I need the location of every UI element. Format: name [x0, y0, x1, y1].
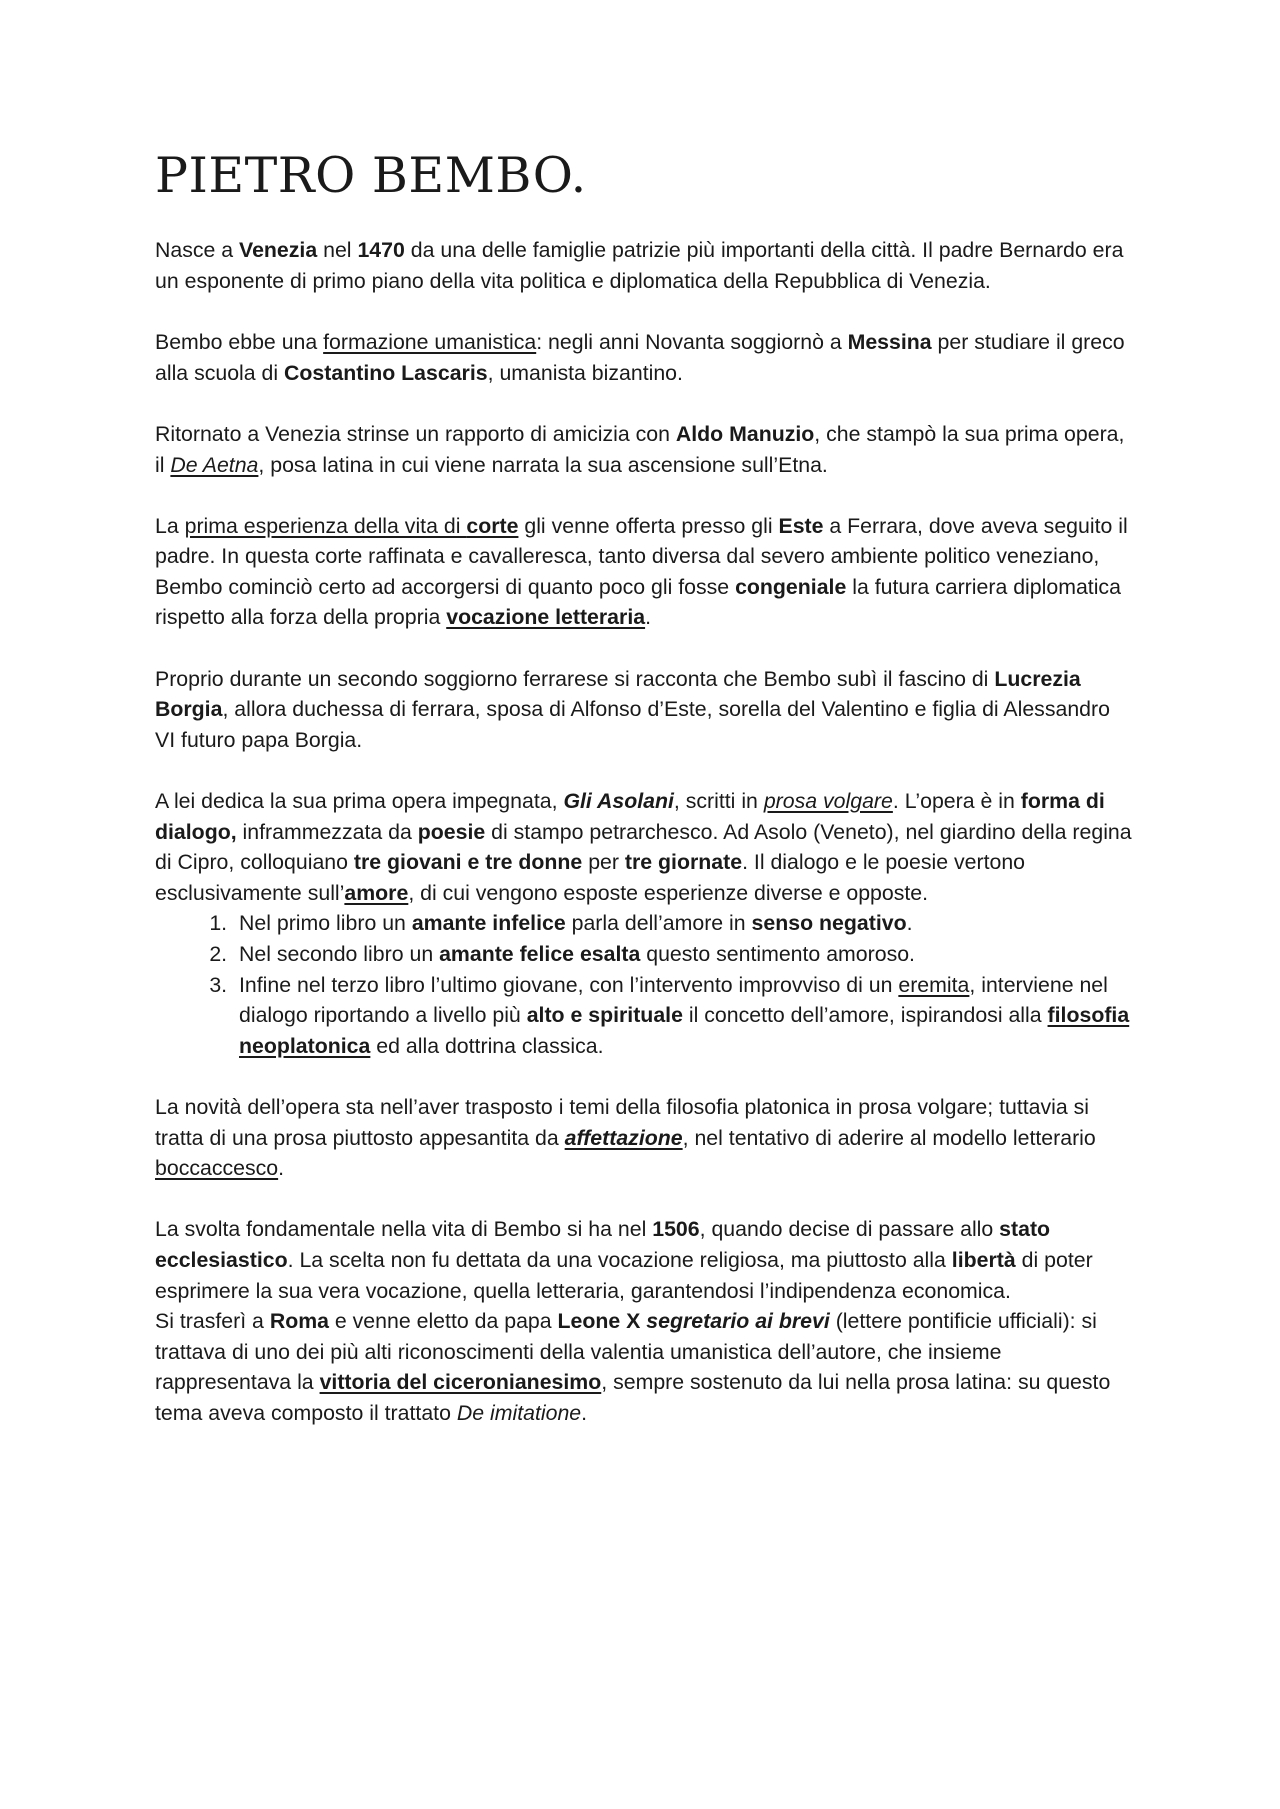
text-run: : negli anni Novanta soggiornò a	[536, 330, 848, 355]
emphasized-text: boccaccesco	[155, 1156, 279, 1181]
text-run: di stampo petrarchesco. Ad Asolo (Veneto), nel giardino della regina di Cipro, colloquiano	[155, 819, 1132, 875]
emphasized-text: Gli Asolani	[563, 789, 674, 814]
emphasized-text: amante infelice	[411, 911, 566, 936]
list-item	[233, 908, 1135, 939]
text-run: e venne eletto da papa	[328, 1309, 558, 1334]
emphasized-text: Este	[778, 513, 824, 538]
emphasized-text: segretario ai brevi	[646, 1309, 830, 1334]
text-run: , che stampò la sua prima opera, il	[155, 421, 1125, 477]
paragraph	[155, 235, 1135, 296]
text-run: . L’opera è in	[892, 789, 1021, 814]
paragraph	[155, 1092, 1135, 1184]
text-run: ed alla dottrina classica.	[370, 1033, 604, 1058]
text-run: Infine nel terzo libro l’ultimo giovane, con l’intervento improvviso di un	[239, 972, 899, 997]
text-run: , di cui vengono esposte esperienze diverse e opposte.	[408, 880, 929, 905]
emphasized-text: affettazione	[564, 1125, 683, 1150]
emphasized-text: corte	[466, 513, 519, 538]
text-run: per	[582, 850, 625, 875]
text-run: Ritornato a Venezia strinse un rapporto di amicizia con	[155, 421, 676, 446]
page-title: PIETRO BEMBO.	[155, 147, 587, 204]
emphasized-text: Messina	[847, 330, 932, 355]
emphasized-text: vittoria del ciceronianesimo	[319, 1370, 602, 1395]
text-run: La	[155, 513, 185, 538]
emphasized-text: De imitatione	[456, 1400, 582, 1425]
text-run: .	[581, 1400, 588, 1425]
text-run: , sempre sostenuto da lui nella prosa latina: su questo tema aveva composto il trattato	[155, 1370, 1111, 1425]
emphasized-text: amante felice esalta	[439, 942, 641, 966]
text-run: , nel tentativo di aderire al modello letterario	[682, 1125, 1096, 1150]
emphasized-text: Leone X	[557, 1309, 641, 1334]
emphasized-text: stato ecclesiastico	[155, 1217, 1051, 1272]
paragraph	[155, 511, 1135, 633]
text-run: Proprio durante un secondo soggiorno ferrarese si racconta che Bembo subì il fascino di	[155, 666, 995, 691]
emphasized-text: 1470	[357, 238, 405, 263]
paragraph	[155, 1214, 1135, 1428]
text-run: , posa latina in cui viene narrata la sua ascensione sull’Etna.	[258, 452, 828, 477]
emphasized-text: alto e spirituale	[526, 1003, 683, 1028]
emphasized-text: forma di dialogo,	[155, 789, 1105, 844]
emphasized-text: filosofia neoplatonica	[239, 1003, 1130, 1058]
emphasized-text: Costantino Lascaris	[284, 360, 488, 385]
text-run: La svolta fondamentale nella vita di Bembo si ha nel	[155, 1217, 653, 1242]
emphasized-text: vocazione letteraria	[446, 605, 646, 630]
text-run: Nasce a	[155, 238, 240, 263]
text-run: , umanista bizantino.	[487, 360, 683, 385]
emphasized-text: amore	[344, 880, 409, 905]
text-run: Bembo ebbe una	[155, 330, 324, 355]
text-run: Si trasferì a	[155, 1309, 270, 1334]
emphasized-text: tre giovani e tre donne	[353, 850, 583, 875]
emphasized-text: eremita	[898, 972, 970, 997]
text-run: .	[645, 605, 651, 630]
text-run: , quando decise di passare allo	[699, 1217, 1000, 1242]
paragraph	[155, 664, 1135, 756]
text-run: a Ferrara, dove aveva seguito il padre. In questa corte raffinata e cavalleresca, tanto diversa dal severo ambiente politico veneziano, Bembo cominciò certo ad accorgersi di quanto poco gli fosse	[155, 513, 1128, 599]
text-run: da una delle famiglie patrizie più importanti della città. Il padre Bernardo era un esponente di primo piano della vita politica e diplomatica della Repubblica di Venezia.	[155, 238, 1124, 293]
text-run: (lettere pontificie ufficiali): si trattava di uno dei più alti riconoscimenti della valentia umanistica dell’autore, che insieme rappresentava la	[155, 1309, 1097, 1395]
text-run: , interviene nel dialogo riportando a livello più	[239, 972, 1108, 1028]
text-run: nel	[317, 238, 358, 263]
text-run: , scritti in	[673, 789, 764, 814]
list-item	[233, 939, 1135, 970]
document-body	[155, 235, 1135, 1428]
paragraph	[155, 419, 1135, 480]
text-run: La novità dell’opera sta nell’aver trasposto i temi della filosofia platonica in prosa volgare; tuttavia si tratta di una prosa piuttosto appesantita da	[155, 1094, 1090, 1150]
text-run: . Il dialogo e le poesie vertono esclusivamente sull’	[155, 850, 1026, 905]
emphasized-text: poesie	[417, 819, 486, 844]
text-run: .	[278, 1156, 285, 1181]
text-run: Nel secondo libro un	[239, 942, 440, 966]
text-run: per studiare il greco alla scuola di	[155, 330, 1125, 385]
emphasized-text: prima esperienza della vita di	[184, 513, 467, 538]
emphasized-text: libertà	[951, 1247, 1016, 1272]
emphasized-text: formazione umanistica	[323, 330, 537, 355]
text-run: questo sentimento amoroso.	[640, 942, 915, 966]
list-item	[233, 970, 1135, 1062]
text-run: gli venne offerta presso gli	[518, 513, 779, 538]
text-run: .	[906, 911, 913, 936]
text-run: la futura carriera diplomatica rispetto alla forza della propria	[155, 574, 1121, 630]
text-run: di poter esprimere la sua vera vocazione, quella letteraria, garantendosi l’indipendenza economica.	[155, 1247, 1093, 1303]
emphasized-text: 1506	[652, 1217, 700, 1242]
numbered-list	[155, 908, 1135, 1061]
text-run: . La scelta non fu dettata da una vocazione religiosa, ma piuttosto alla	[287, 1247, 952, 1272]
text-run: inframmezzata da	[236, 819, 418, 844]
text-run: A lei dedica la sua prima opera impegnata,	[155, 789, 564, 814]
document-page	[155, 148, 1135, 1459]
emphasized-text: Lucrezia Borgia	[155, 666, 1081, 722]
emphasized-text: prosa volgare	[763, 789, 893, 814]
text-run: , allora duchessa di ferrara, sposa di Alfonso d’Este, sorella del Valentino e figlia di Alessandro VI futuro papa Borgia.	[155, 697, 1110, 752]
text-run: il concetto dell’amore, ispirandosi alla	[682, 1003, 1048, 1028]
emphasized-text: Roma	[269, 1309, 329, 1334]
emphasized-text: Aldo Manuzio	[675, 421, 815, 446]
paragraph	[155, 327, 1135, 388]
text-run: Nel primo libro un	[239, 911, 412, 936]
emphasized-text: congeniale	[735, 574, 847, 599]
paragraph	[155, 786, 1135, 908]
emphasized-text: senso negativo	[751, 911, 907, 936]
text-run: parla dell’amore in	[565, 911, 752, 936]
emphasized-text: Venezia	[239, 238, 318, 263]
emphasized-text: tre giornate	[624, 850, 743, 875]
emphasized-text: De Aetna	[170, 452, 259, 477]
